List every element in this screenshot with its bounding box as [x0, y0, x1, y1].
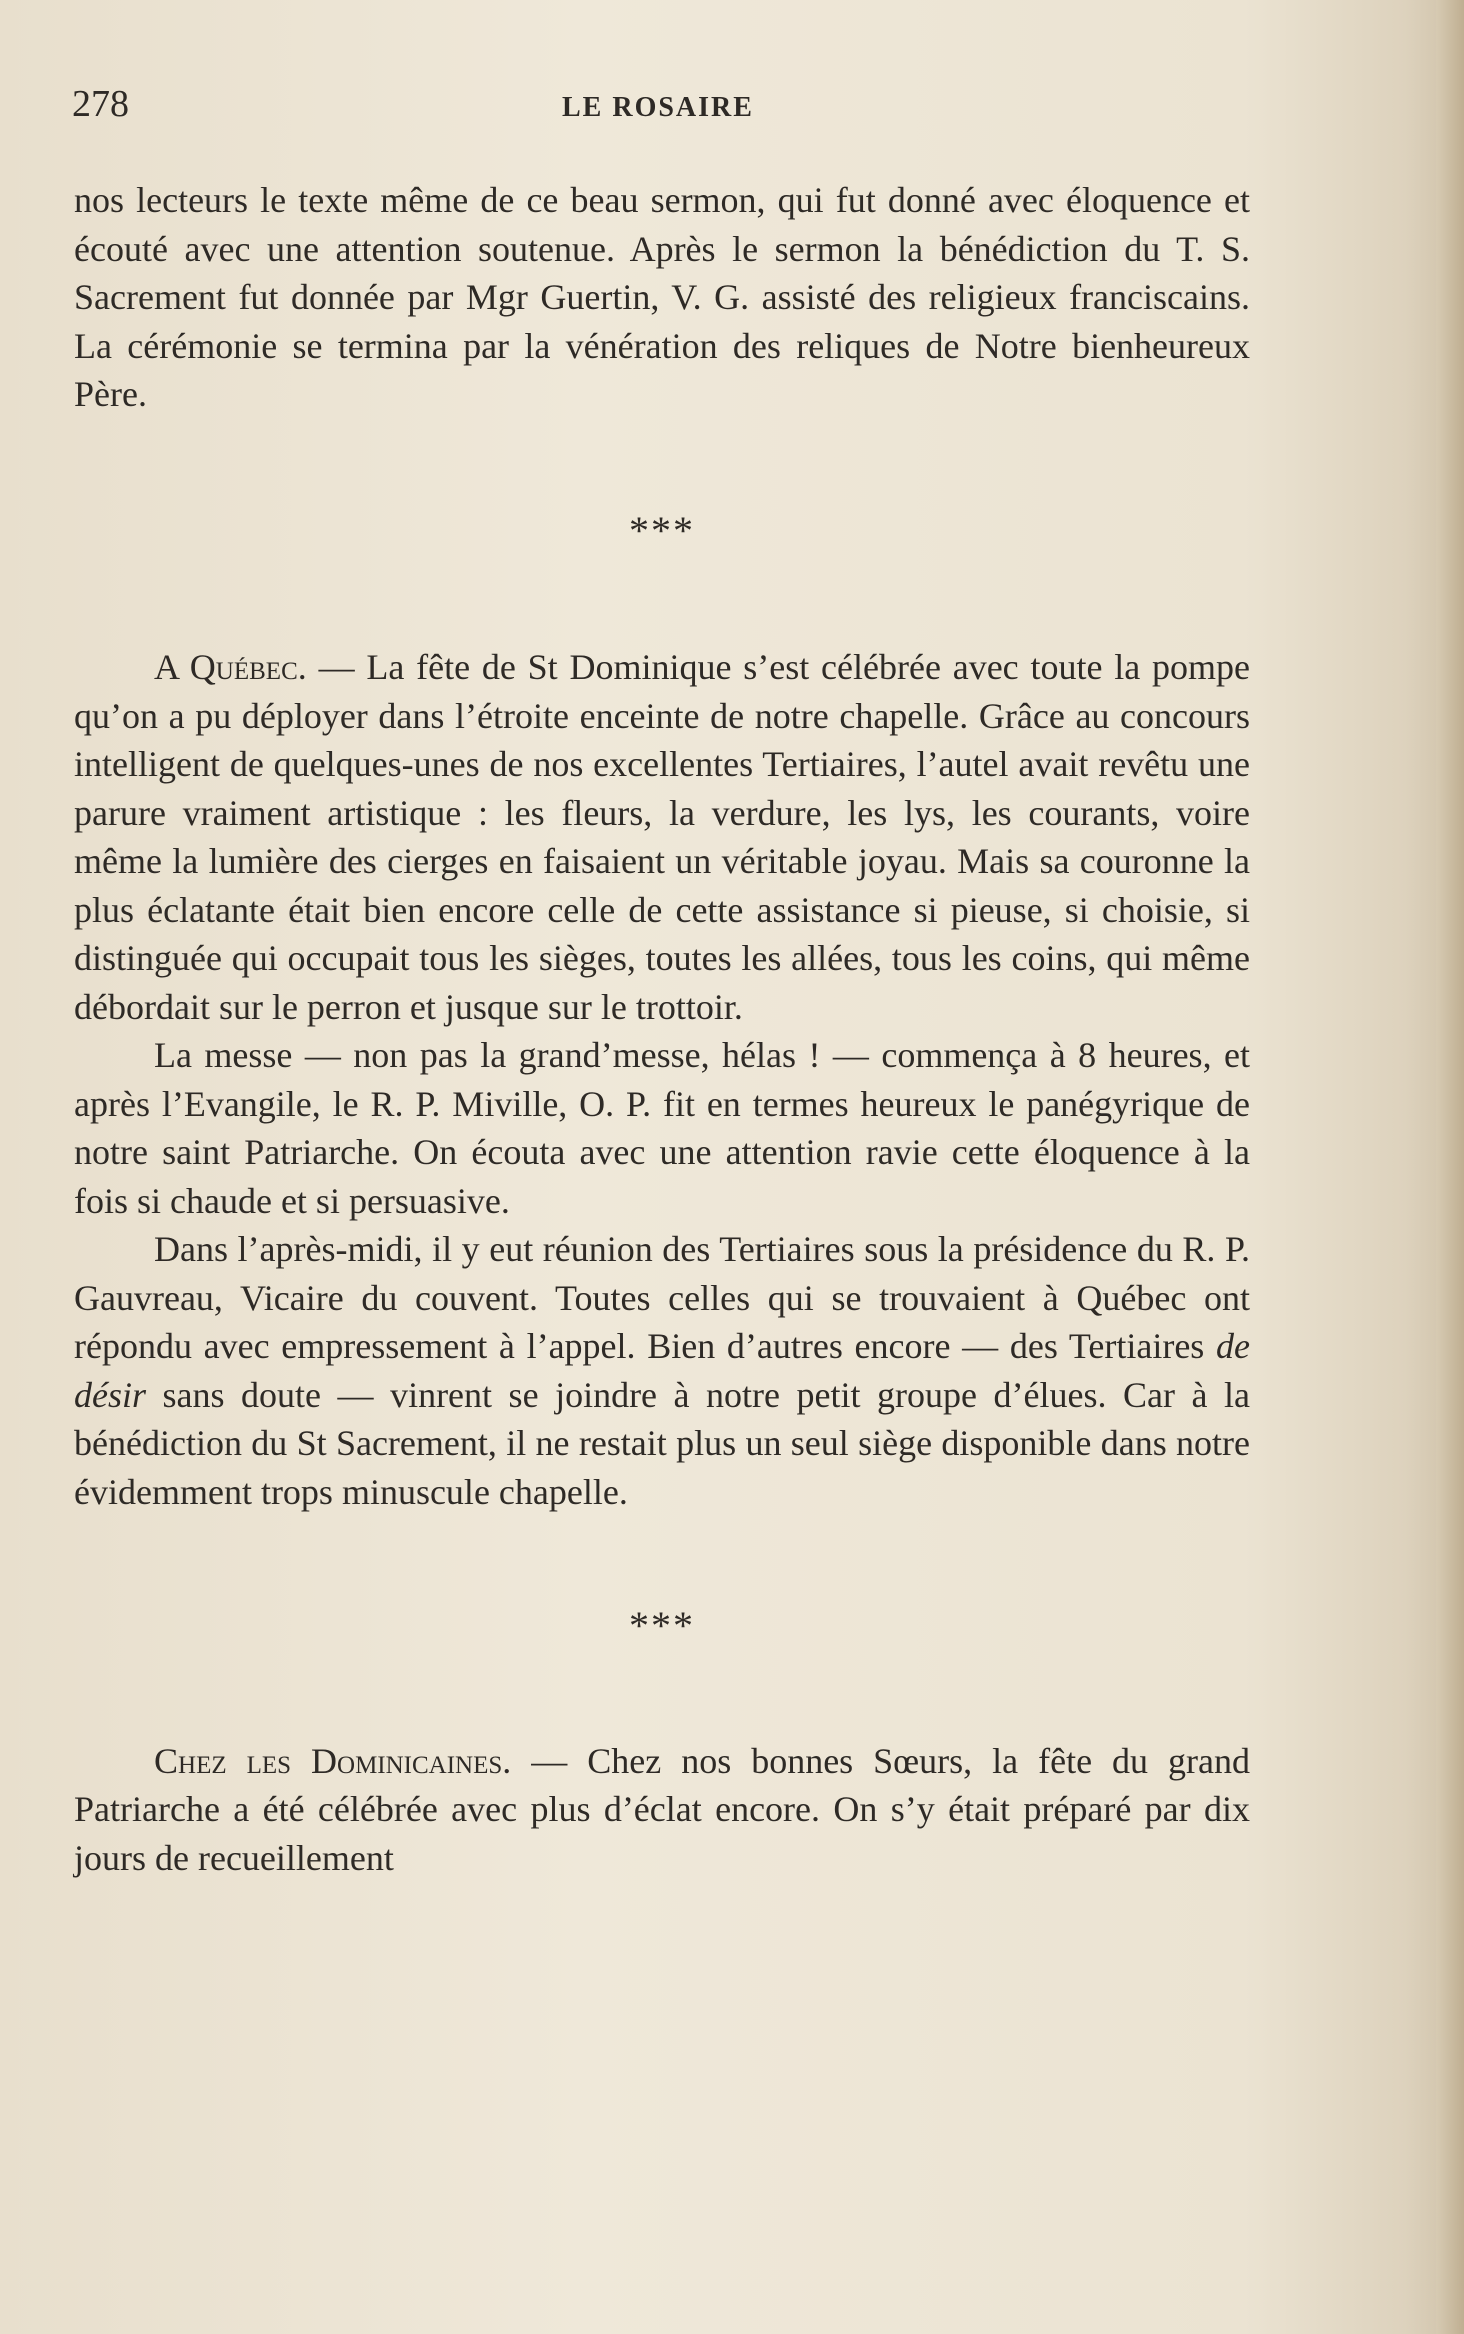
paragraph-text: — Chez nos bonnes Sœurs, la fête du grand Patriarche a été célébrée avec plus d’éclat encore. On s’y était préparé par dix jours de recueillement — [74, 1740, 1250, 1878]
paragraph-apres-midi — [74, 1225, 1250, 1516]
paragraph-italic: de désir — [74, 1326, 1250, 1415]
page-number: 278 — [72, 83, 129, 125]
article-body — [74, 176, 1250, 1882]
page-edge — [1436, 0, 1464, 2334]
paragraph-text: sans doute — vinrent se joindre à notre petit groupe d’élues. Car à la bénédiction du St Sacrement, il ne restait plus un seul siège disponible dans notre évidemment trops minuscule chapelle. — [74, 1374, 1250, 1512]
section-separator: *** — [629, 507, 695, 553]
paragraph-text: — La fête de St Dominique s’est célébrée avec toute la pompe qu’on a pu déployer dans l’étroite enceinte de notre chapelle. Grâce au concours intelligent de quelques-unes de nos excellentes Tertiaires, l’autel avait revêtu une parure vraiment artistique : les fleurs, la verdure, les lys, les courants, voire même la lumière des cierges en faisaient un véritable joyau. Mais sa couronne la plus éclatante était bien encore celle de cette assistance si pieuse, si choisie, si distinguée qui occupait tous les sièges, toutes les allées, tous les coins, qui même débordait sur le perron et jusque sur le trottoir. — [74, 647, 1250, 1027]
paragraph-dominicaines — [74, 1737, 1250, 1883]
paragraph-lead: A Québec. — [154, 647, 307, 687]
running-head: LE ROSAIRE — [562, 92, 754, 123]
paragraph-continuation: nos lecteurs le texte même de ce beau sermon, qui fut donné avec éloquence et écouté avec une attention soutenue. Après le sermon la bénédiction du T. S. Sacrement fut donnée par Mgr Guertin, V. G. assisté des religieux franciscains. La cérémonie se termina par la vénération des reliques de Notre bienheureux Père. — [74, 180, 1250, 414]
paragraph-messe: La messe — non pas la grand’messe, hélas ! — commença à 8 heures, et après l’Evangile, le R. P. Miville, O. P. fit en termes heureux le panégyrique de notre saint Patriarche. On écouta avec une attention ravie cette éloquence à la fois si chaude et si persuasive. — [74, 1035, 1250, 1221]
paragraph-quebec — [74, 643, 1250, 1031]
paragraph-lead: Chez les Dominicaines. — [154, 1740, 512, 1781]
paragraph-text: Dans l’après-midi, il y eut réunion des Tertiaires sous la présidence du R. P. Gauvreau, Vicaire du couvent. Toutes celles qui se trouvaient à Québec ont répondu avec empressement à l’appel. Bien d’autres encore — des Tertiaires — [74, 1229, 1250, 1366]
section-separator: *** — [629, 1603, 695, 1648]
page-header — [72, 82, 1252, 132]
